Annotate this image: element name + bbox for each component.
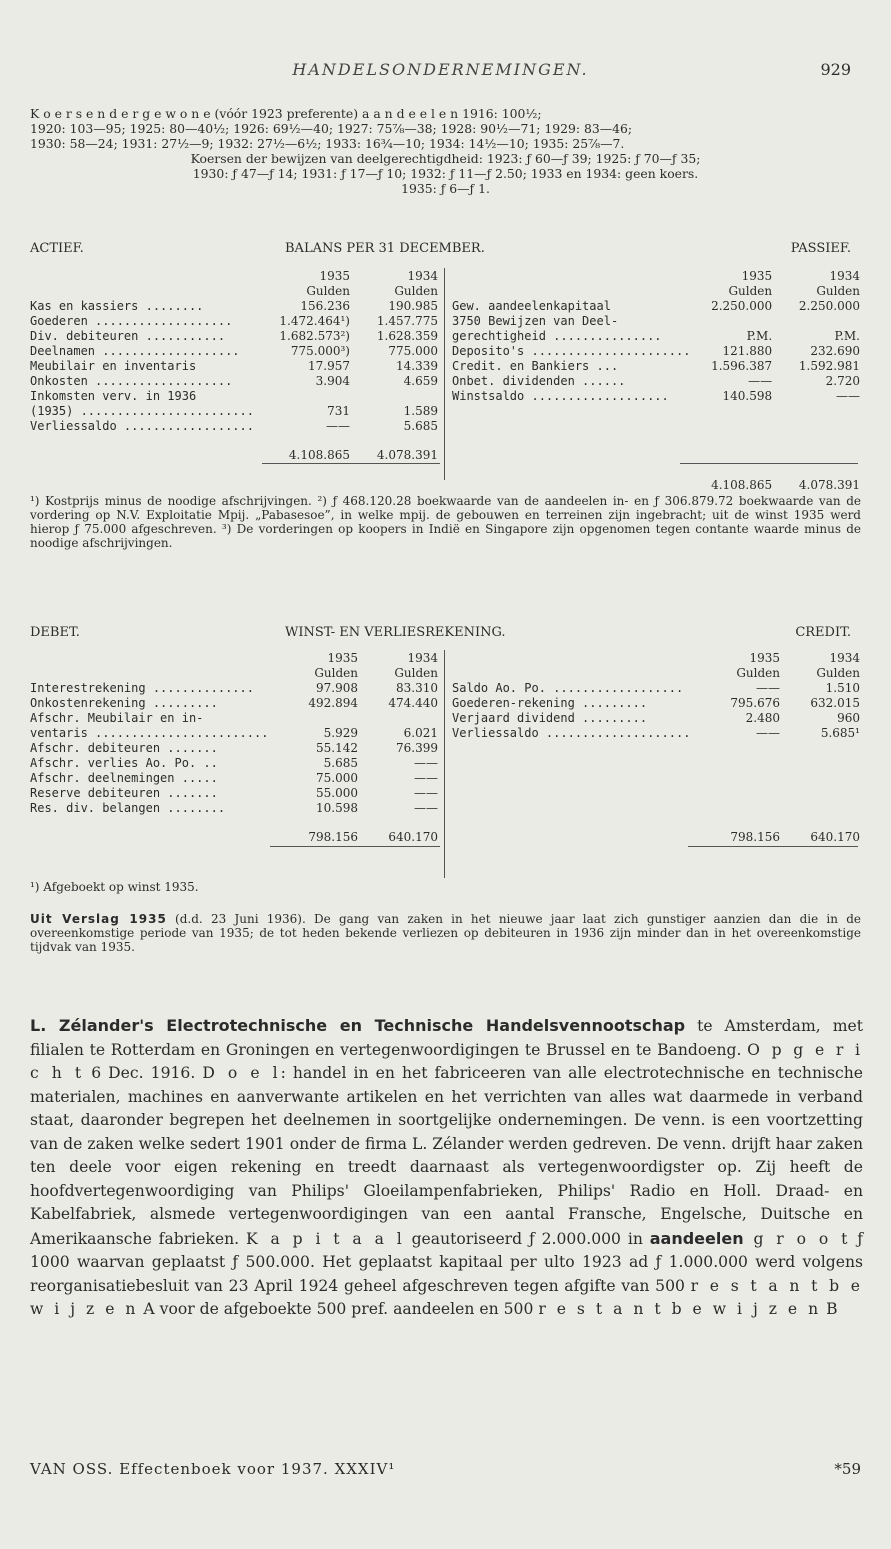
koersen-block xyxy=(30,106,861,196)
year-header: 1935 xyxy=(749,651,780,665)
koersen-line-4: Koersen der bewijzen van deelgerechtigdheid: 1923: ƒ 60—ƒ 39; 1925: ƒ 70—ƒ 35; xyxy=(190,151,701,166)
table-row: Onkostenrekening ......... 492.894 474.440 xyxy=(30,696,438,710)
unit-header: Gulden xyxy=(306,284,350,298)
passief-heading: PASSIEF. xyxy=(790,241,851,256)
column-divider xyxy=(444,650,445,878)
year-header: 1934 xyxy=(829,651,860,665)
year-header: 1934 xyxy=(407,269,438,283)
table-row: Verliessaldo .................. —— 5.685 xyxy=(30,419,438,433)
year-header: 1934 xyxy=(407,651,438,665)
verslag-text: (d.d. 23 Juni 1936). De gang van zaken in het nieuwe jaar laat zich gunstiger aanzien dan die in de overeenkomstige periode van 1935; de tot heden bekende verliezen op debiteuren in 1936 zijn minder dan in het overeenkomstige tijdvak van 1935. xyxy=(30,912,861,954)
table-row: Afschr. debiteuren ....... 55.142 76.399 xyxy=(30,741,438,755)
doel-label: D o e l xyxy=(202,1064,281,1082)
unit-header: Gulden xyxy=(816,666,860,680)
page-number: 929 xyxy=(820,60,851,79)
total-row: 798.156 640.170 xyxy=(730,830,860,844)
passief-table xyxy=(452,269,860,493)
unit-header: Gulden xyxy=(728,284,773,298)
table-row: Deelnamen ................... 775.000³) 775.000 xyxy=(30,344,438,358)
unit-header: Gulden xyxy=(816,284,860,298)
credit-table xyxy=(452,651,860,845)
credit-heading: CREDIT. xyxy=(795,625,851,640)
page-footer xyxy=(30,1460,861,1478)
unit-header: Gulden xyxy=(314,666,358,680)
kapitaal-label: K a p i t a a l xyxy=(245,1229,405,1248)
table-row: Goederen-rekening ......... 795.676 632.015 xyxy=(452,696,860,710)
debet-table xyxy=(30,651,438,845)
year-header: 1934 xyxy=(829,269,860,283)
table-row: Verliessaldo .................... —— 5.685¹ xyxy=(452,726,860,740)
table-row: Div. debiteuren ........... 1.682.573²) 1.628.359 xyxy=(30,329,438,343)
koersen-line-2: 1920: 103—95; 1925: 80—40½; 1926: 69½—40; 1927: 75⅞—38; 1928: 90½—71; 1929: 83—46; xyxy=(30,121,633,136)
unit-header: Gulden xyxy=(394,284,438,298)
source-line: VAN OSS. Effectenboek voor 1937. XXXIV¹ xyxy=(30,1460,396,1478)
total-row: 4.108.865 4.078.391 xyxy=(288,448,438,462)
company-name: L. Zélander's Electrotechnische en Technische Handelsvennootschap xyxy=(30,1016,686,1035)
verslag-paragraph xyxy=(30,912,861,954)
total-row: 4.108.865 4.078.391 xyxy=(711,478,860,492)
table-row: Afschr. verlies Ao. Po. .. 5.685 —— xyxy=(30,756,438,770)
year-header: 1935 xyxy=(741,269,773,283)
total-rule xyxy=(262,463,440,464)
column-divider xyxy=(444,268,445,480)
table-row: Saldo Ao. Po. .................. —— 1.510 xyxy=(452,681,860,695)
table-row: Afschr. Meubilair en in- xyxy=(30,711,204,725)
table-row: (1935) ........................ 731 1.589 xyxy=(30,404,438,418)
aandeelen-label: aandeelen xyxy=(649,1228,744,1248)
balans-title: BALANS PER 31 DECEMBER. xyxy=(285,241,485,256)
table-row: Onkosten ................... 3.904 4.659 xyxy=(30,374,438,388)
table-row: gerechtigheid ............... P.M. P.M. xyxy=(452,329,860,343)
table-row: Credit. en Bankiers ... 1.596.387 1.592.981 xyxy=(452,359,860,373)
table-row: Onbet. dividenden ...... —— 2.720 xyxy=(452,374,860,388)
actief-heading: ACTIEF. xyxy=(30,241,84,256)
table-row: Afschr. deelnemingen ..... 75.000 —— xyxy=(30,771,438,785)
signature-mark: *59 xyxy=(834,1460,861,1478)
groot-label: g r o o t xyxy=(743,1229,851,1248)
table-row: Reserve debiteuren ....... 55.000 —— xyxy=(30,786,438,800)
restantbewijzen-label: r e s t a n t b e w i j z e n xyxy=(538,1300,822,1318)
total-rule xyxy=(688,846,858,847)
table-row: Winstsaldo ................... 140.598 —— xyxy=(452,389,860,403)
table-row: Meubilair en inventaris 17.957 14.339 xyxy=(30,359,438,373)
winst-footnote: ¹) Afgeboekt op winst 1935. xyxy=(30,880,199,894)
table-row: Goederen ................... 1.472.464¹) 1.457.775 xyxy=(30,314,438,328)
unit-header: Gulden xyxy=(394,666,438,680)
koersen-line-6: 1935: ƒ 6—ƒ 1. xyxy=(401,181,490,196)
company-text: te Amsterdam, met filialen te Rotterdam en Groningen en vertegenwoordigingen te Brussel en te Bandoeng. xyxy=(30,1017,864,1059)
restantbewijzen-label: r e s t a n t b e w i j z e n xyxy=(30,1276,863,1318)
actief-table xyxy=(30,269,438,463)
verslag-lead: Uit Verslag 1935 xyxy=(30,912,167,926)
running-title: HANDELSONDERNEMINGEN. xyxy=(292,60,589,79)
koersen-line-5: 1930: ƒ 47—ƒ 14; 1931: ƒ 17—ƒ 10; 1932: ƒ 11—ƒ 2.50; 1933 en 1934: geen koers. xyxy=(192,166,699,181)
table-row: Verjaard dividend ......... 2.480 960 xyxy=(452,711,860,725)
table-row: Inkomsten verv. in 1936 xyxy=(30,389,197,403)
unit-header: Gulden xyxy=(736,666,780,680)
table-row: ventaris ........................ 5.929 6.021 xyxy=(30,726,438,740)
koersen-line-3: 1930: 58—24; 1931: 27½—9; 1932: 27½—6½; 1933: 16¾—10; 1934: 14½—10; 1935: 25⅞—7. xyxy=(30,136,625,151)
winst-title: WINST- EN VERLIESREKENING. xyxy=(285,625,506,640)
table-row: Gew. aandeelenkapitaal 2.250.000 2.250.000 xyxy=(452,299,860,313)
table-row: 3750 Bewijzen van Deel- xyxy=(452,314,619,328)
total-row: 798.156 640.170 xyxy=(308,830,438,844)
zelander-paragraph: L. Zélander's Electrotechnische en Technische Handelsvennootschap te Amsterdam, met filialen te Rotterdam en Groningen en vertegenwoordigingen te Brussel en te Bandoeng. O p g e r i c h t 6 Dec. 1916. D o e l: handel in en het fabriceeren van alle electrotechnische en technische materialen, machines en aanverwante artikelen en het verrichten van alles wat daarmede in verband staat, daaronder begrepen het deelnemen in soortgelijke ondernemingen. De venn. is een voortzetting van de zaken welke sedert 1901 onder de firma L. Zélander werden gedreven. De venn. drijft haar zaken ten deele voor eigen rekening en treedt daarnaast als vertegenwoordigster op. Zij heeft de hoofdvertegenwoordiging van Philips' Gloeilampenfabrieken, Philips' Radio en Holl. Draad- en Kabelfabriek, alsmede vertegenwoordigingen van een aantal Fransche, Engelsche, Duitsche en Amerikaansche fabrieken. K a p i t a a l geautoriseerd ƒ 2.000.000 in aandeelen g r o o t ƒ 1000 waarvan geplaatst ƒ 500.000. Het geplaatst kapitaal per ulto 1923 ad ƒ 1.000.000 werd volgens reorganisatiebesluit van 23 April 1924 geheel afgeschreven tegen afgifte van 500 r e s t a n t b e w i j z e n A voor de afgeboekte 500 pref. aandeelen en 500 r e s t a n t b e w i j z e n B xyxy=(30,1016,864,1318)
table-row: Interestrekening .............. 97.908 83.310 xyxy=(30,681,438,695)
balans-footnote: ¹) Kostprijs minus de noodige afschrijvingen. ²) ƒ 468.120.28 boekwaarde van de aandeelen in- en ƒ 306.879.72 boekwaarde van de vordering op N.V. Exploitatie Mpij. „Pabasesoe”, in welke mpij. de gebouwen en terreinen zijn ingebracht; uit de winst 1935 werd hierop ƒ 75.000 afgeschreven. ³) De vorderingen op koopers in Indië en Singapore zijn opgenomen tegen contante waarde minus de noodige afschrijvingen. xyxy=(30,494,861,550)
table-row: Kas en kassiers ........ 156.236 190.985 xyxy=(30,299,438,313)
table-row: Res. div. belangen ........ 10.598 —— xyxy=(30,801,438,815)
total-rule xyxy=(270,846,440,847)
opgericht-label: O p g e r i c h t xyxy=(30,1040,864,1082)
table-row: Deposito's ...................... 121.880 232.690 xyxy=(452,344,860,358)
koersen-line-1: K o e r s e n d e r g e w o n e (vóór 1923 preferente) a a n d e e l e n 1916: 100½; xyxy=(30,106,542,121)
debet-heading: DEBET. xyxy=(30,625,80,640)
page-header xyxy=(30,60,851,84)
year-header: 1935 xyxy=(319,269,350,283)
year-header: 1935 xyxy=(327,651,358,665)
